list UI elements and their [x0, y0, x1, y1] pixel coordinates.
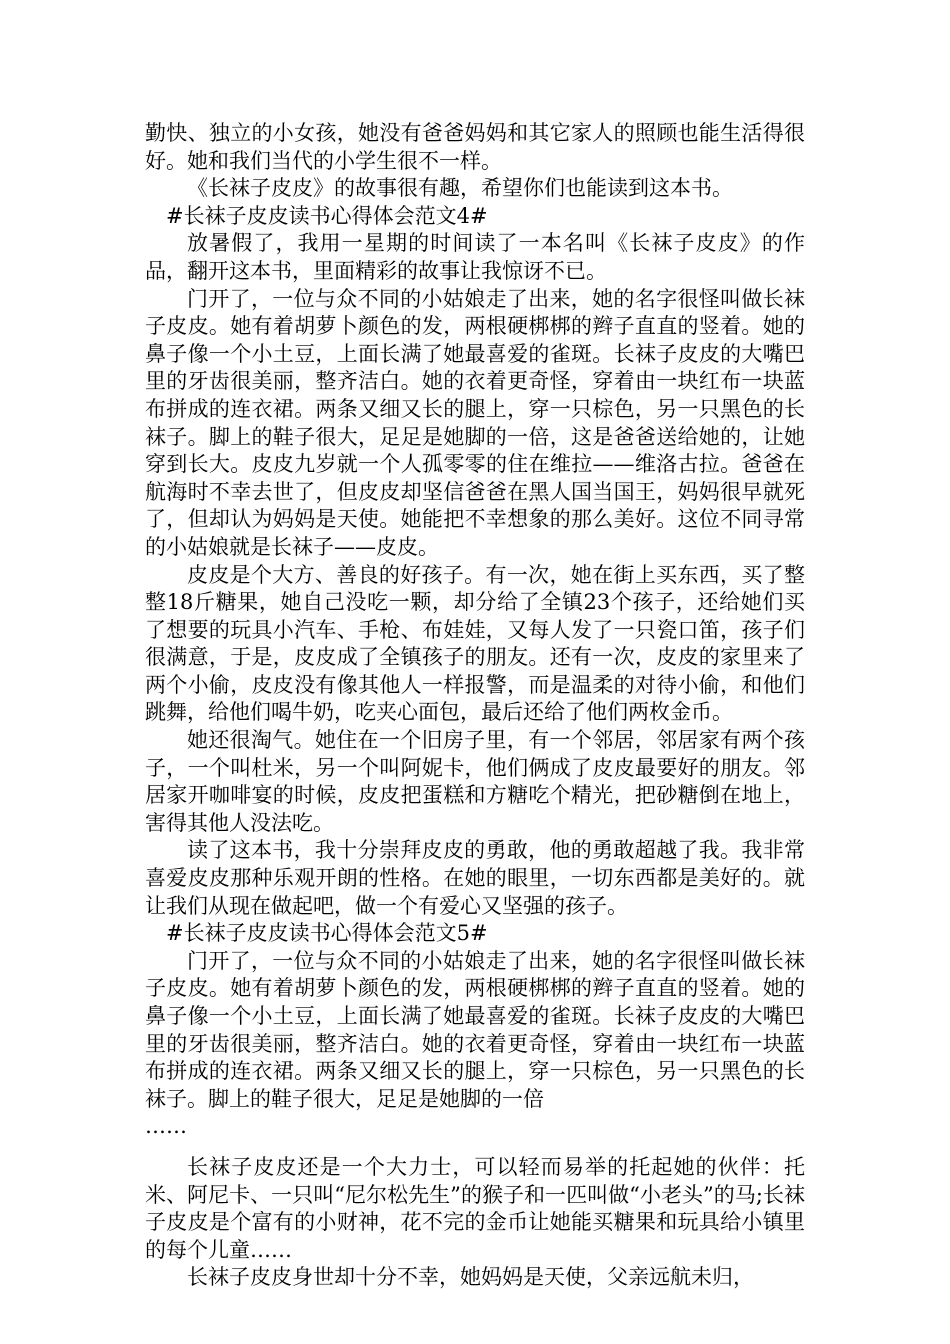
- ellipsis-line: ……: [145, 1114, 187, 1139]
- section-heading-5: #长袜子皮皮读书心得体会范文5#: [166, 921, 488, 946]
- paragraph-pippi-description: 门开了，一位与众不同的小姑娘走了出来，她的名字很怪叫做长袜子皮皮。她有着胡萝卜颜色的发，两根硬梆梆的辫子直直的竖着。她的鼻子像一个小土豆，上面长满了她最喜爱的雀斑。长袜子皮皮的大嘴巴里的牙齿很美丽，整齐洁白。她的衣着更奇怪，穿着由一块红布一块蓝布拼成的连衣裙。两条又细又长的腿上，穿一只棕色，另一只黑色的长袜子。脚上的鞋子很大，足足是她脚的一倍，这是爸爸送给她的，让她穿到长大。皮皮九岁就一个人孤零零的住在维拉——维洛古拉。爸爸在航海时不幸去世了，但皮皮却坚信爸爸在黑人国当国王，妈妈很早就死了，但却认为妈妈是天使。她能把不幸想象的那么美好。这位不同寻常的小姑娘就是长袜子——皮皮。: [145, 286, 805, 559]
- paragraph-pippi-strong: 长袜子皮皮还是一个大力士，可以轻而易举的托起她的伙伴：托米、阿尼卡、一只叫“尼尔松先生”的猴子和一匹叫做“小老头”的马;长袜子皮皮是个富有的小财神，花不完的金币让她能买糖果和玩具给小镇里的每个儿童……: [145, 1154, 805, 1262]
- paragraph-reflection: 读了这本书，我十分崇拜皮皮的勇敢，他的勇敢超越了我。我非常喜爱皮皮那种乐观开朗的性格。在她的眼里，一切东西都是美好的。就让我们从现在做起吧，做一个有爱心又坚强的孩子。: [145, 838, 805, 918]
- paragraph-intro-continuation: 勤快、独立的小女孩，她没有爸爸妈妈和其它家人的照顾也能生活得很好。她和我们当代的小学生很不一样。: [145, 121, 805, 173]
- paragraph-pippi-description-2: 门开了，一位与众不同的小姑娘走了出来，她的名字很怪叫做长袜子皮皮。她有着胡萝卜颜色的发，两根硬梆梆的辫子直直的竖着。她的鼻子像一个小土豆，上面长满了她最喜爱的雀斑。长袜子皮皮的大嘴巴里的牙齿很美丽，整齐洁白。她的衣着更奇怪，穿着由一块红布一块蓝布拼成的连衣裙。两条又细又长的腿上，穿一只棕色，另一只黑色的长袜子。脚上的鞋子很大，足足是她脚的一倍: [145, 948, 805, 1111]
- paragraph-pippi-generous: 皮皮是个大方、善良的好孩子。有一次，她在街上买东西，买了整整18斤糖果，她自己没吃一颗，却分给了全镇23个孩子，还给她们买了想要的玩具小汽车、手枪、布娃娃，又每人发了一只瓷口笛，孩子们很满意，于是，皮皮成了全镇孩子的朋友。还有一次，皮皮的家里来了两个小偷，皮皮没有像其他人一样报警，而是温柔的对待小偷，和他们跳舞，给他们喝牛奶，吃夹心面包，最后还给了他们两枚金币。: [145, 562, 805, 725]
- document-page: [145, 120, 805, 1292]
- paragraph-pippi-naughty: 她还很淘气。她住在一个旧房子里，有一个邻居，邻居家有两个孩子，一个叫杜米，另一个叫阿妮卡，他们俩成了皮皮最要好的朋友。邻居家开咖啡宴的时候，皮皮把蛋糕和方糖吃个精光，把砂糖倒在地上，害得其他人没法吃。: [145, 728, 805, 835]
- paragraph-recommendation: 《长袜子皮皮》的故事很有趣，希望你们也能读到这本书。: [187, 176, 733, 201]
- section-heading-4: #长袜子皮皮读书心得体会范文4#: [166, 203, 488, 228]
- paragraph-summer-reading: 放暑假了，我用一星期的时间读了一本名叫《长袜子皮皮》的作品，翻开这本书，里面精彩的故事让我惊讶不已。: [145, 231, 805, 283]
- paragraph-pippi-misfortune: 长袜子皮皮身世却十分不幸，她妈妈是天使，父亲远航未归，: [187, 1265, 754, 1290]
